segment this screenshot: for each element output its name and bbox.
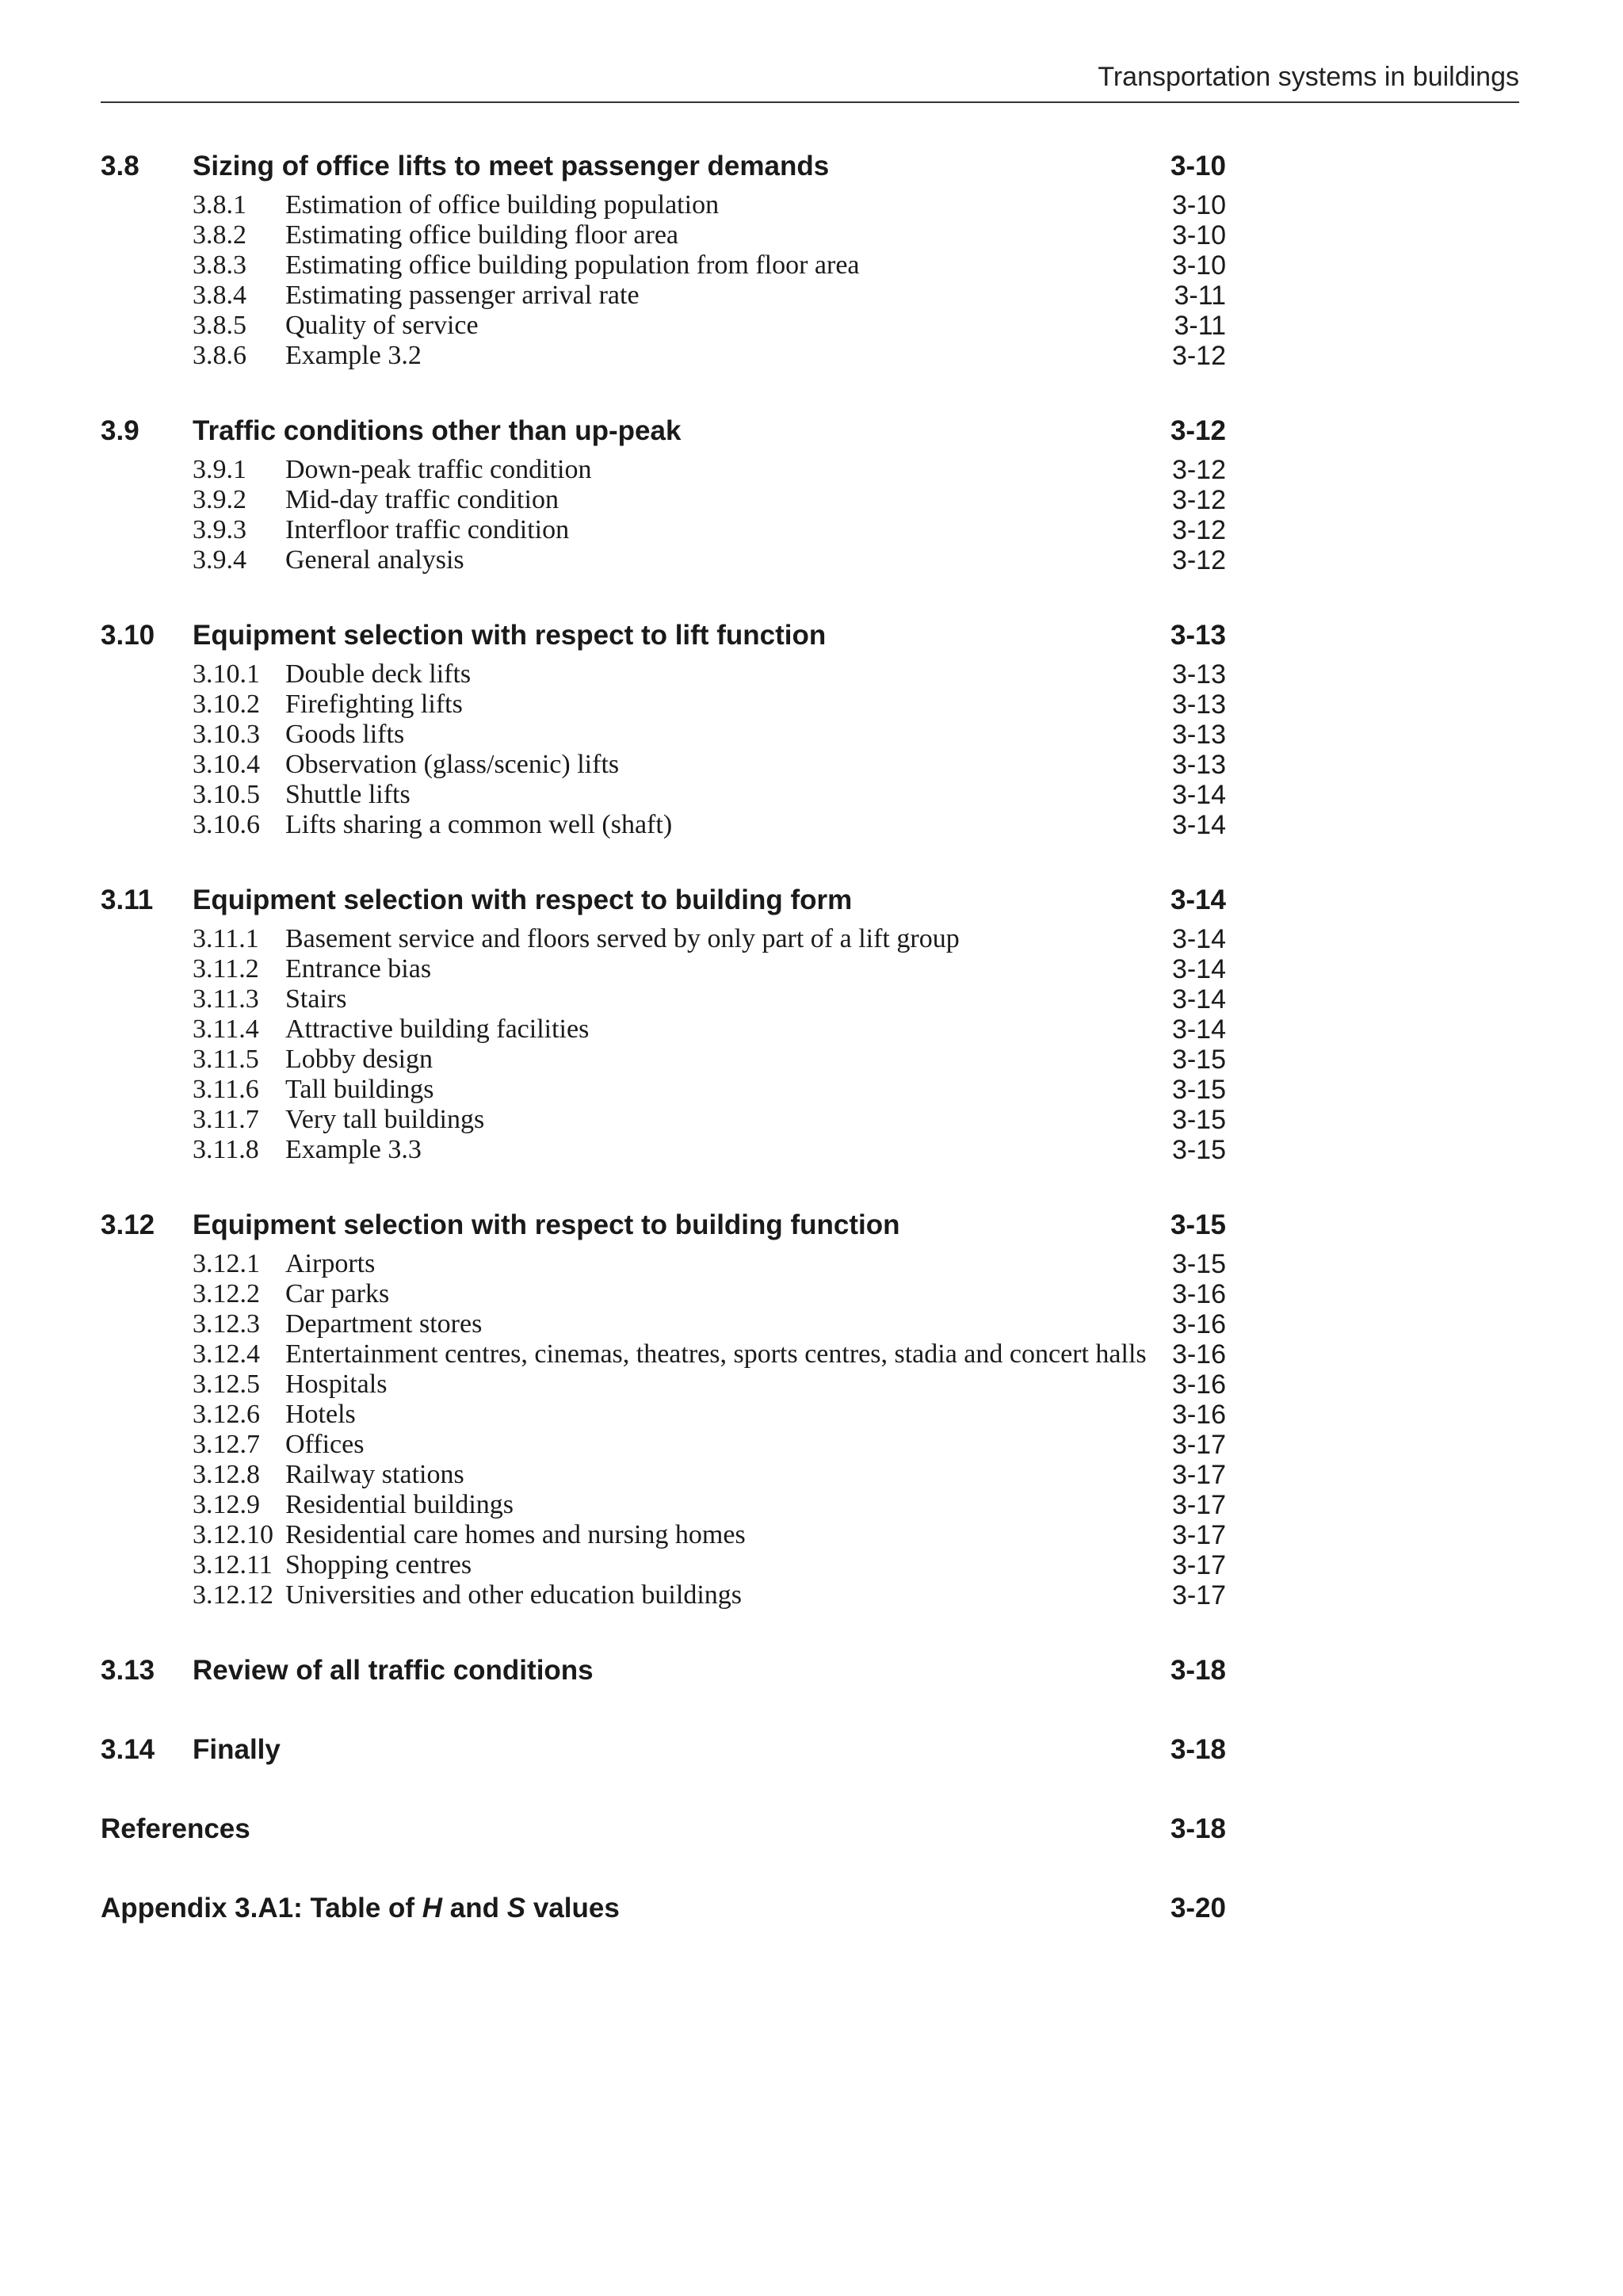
toc-subsection-number: 3.10.4 (193, 750, 260, 779)
toc-subsection-number: 3.10.6 (193, 810, 260, 839)
toc-subsection-row[interactable] (101, 1135, 1226, 1165)
toc-section-heading[interactable] (101, 881, 1226, 919)
toc-subsection-page: 3-14 (1171, 924, 1226, 954)
toc-subsection-number: 3.11.7 (193, 1105, 259, 1134)
toc-section-page: 3-13 (1170, 620, 1226, 651)
toc-subsection-page: 3-15 (1171, 1045, 1226, 1075)
toc-subsection-title: Lobby design (285, 1045, 433, 1074)
toc-section-page: 3-18 (1170, 1813, 1226, 1844)
toc-subsection-title: Estimating office building floor area (285, 220, 679, 250)
toc-subsection-number: 3.12.10 (193, 1520, 273, 1549)
toc-section-page: 3-10 (1170, 151, 1226, 181)
toc-subsection-title: Universities and other education buildings (285, 1580, 742, 1610)
toc-section (101, 1206, 1226, 1610)
toc-subsection-row[interactable] (101, 810, 1226, 840)
toc-subsection-number: 3.9.1 (193, 455, 246, 484)
toc-title-part: Appendix 3.A1: Table of (101, 1893, 422, 1924)
toc-subsection-page: 3-15 (1171, 1105, 1226, 1135)
toc-subsection-number: 3.10.5 (193, 780, 260, 809)
toc-subsection-page: 3-13 (1171, 690, 1226, 720)
toc-section-number: 3.12 (101, 1209, 155, 1240)
toc-section (101, 1731, 1226, 1769)
toc-subsection-row[interactable] (101, 720, 1226, 750)
running-header (101, 59, 1519, 103)
toc-title-part: and (442, 1893, 507, 1924)
toc-section-title: Equipment selection with respect to building form (193, 884, 853, 915)
toc-subsection-page: 3-16 (1171, 1370, 1226, 1400)
toc-subsection-number: 3.10.1 (193, 659, 260, 689)
toc-subsection-row[interactable] (101, 455, 1226, 485)
toc-subsection-page: 3-10 (1171, 190, 1226, 220)
toc-subsection-title: Estimating passenger arrival rate (285, 281, 640, 310)
toc-subsection-row[interactable] (101, 1580, 1226, 1610)
toc-subsection-title: Very tall buildings (285, 1105, 485, 1134)
toc-subsection-row[interactable] (101, 1279, 1226, 1309)
toc-subsection-title: Railway stations (285, 1460, 464, 1489)
toc-subsection-row[interactable] (101, 924, 1226, 954)
toc-subsection-number: 3.12.9 (193, 1490, 260, 1519)
toc-subsection-title: Example 3.2 (285, 341, 422, 370)
toc-subsection-title: Tall buildings (285, 1075, 434, 1104)
toc-subsection-page: 3-11 (1174, 281, 1226, 311)
table-of-contents (101, 147, 1226, 1969)
toc-section-title: References (101, 1813, 250, 1844)
toc-subsection-list (101, 455, 1226, 575)
toc-subsection-number: 3.12.4 (193, 1339, 260, 1369)
toc-subsection-number: 3.12.7 (193, 1430, 260, 1459)
toc-subsection-title: Attractive building facilities (285, 1014, 590, 1044)
toc-subsection-row[interactable] (101, 1430, 1226, 1460)
toc-section-page: 3-14 (1170, 884, 1226, 915)
toc-section-number: 3.10 (101, 620, 155, 651)
toc-section-page: 3-18 (1170, 1655, 1226, 1686)
toc-subsection-number: 3.11.2 (193, 954, 259, 984)
toc-subsection-row[interactable] (101, 659, 1226, 690)
toc-section-page: 3-18 (1170, 1734, 1226, 1765)
toc-subsection-page: 3-13 (1171, 659, 1226, 690)
toc-section-title: Equipment selection with respect to lift function (193, 620, 827, 651)
toc-subsection-row[interactable] (101, 1249, 1226, 1279)
toc-subsection-row[interactable] (101, 1339, 1226, 1370)
toc-subsection-page: 3-17 (1171, 1520, 1226, 1550)
toc-subsection-title: Firefighting lifts (285, 690, 463, 719)
toc-subsection-page: 3-14 (1171, 984, 1226, 1014)
toc-section (101, 1889, 1226, 1927)
toc-subsection-title: Mid-day traffic condition (285, 485, 559, 514)
toc-subsection-number: 3.12.2 (193, 1279, 260, 1308)
toc-subsection-page: 3-12 (1171, 515, 1226, 545)
toc-subsection-title: Double deck lifts (285, 659, 472, 689)
toc-subsection-title: Stairs (285, 984, 347, 1014)
toc-subsection-page: 3-17 (1171, 1430, 1226, 1460)
toc-subsection-page: 3-16 (1171, 1279, 1226, 1309)
toc-subsection-title: General analysis (285, 545, 464, 575)
toc-section-page: 3-12 (1170, 415, 1226, 446)
toc-subsection-title: Estimation of office building population (285, 190, 720, 220)
toc-section-page: 3-20 (1170, 1893, 1226, 1924)
toc-subsection-row[interactable] (101, 750, 1226, 780)
toc-subsection-list (101, 659, 1226, 840)
toc-subsection-number: 3.12.12 (193, 1580, 273, 1610)
toc-subsection-page: 3-13 (1171, 720, 1226, 750)
toc-subsection-page: 3-11 (1174, 311, 1226, 341)
toc-section (101, 617, 1226, 840)
toc-title-part: H (422, 1893, 443, 1924)
toc-subsection-number: 3.8.1 (193, 190, 246, 220)
toc-subsection-row[interactable] (101, 341, 1226, 371)
toc-subsection-list (101, 190, 1226, 371)
toc-subsection-number: 3.9.4 (193, 545, 246, 575)
toc-subsection-title: Goods lifts (285, 720, 405, 749)
toc-subsection-page: 3-17 (1171, 1460, 1226, 1490)
toc-section-number: 3.14 (101, 1734, 155, 1765)
toc-subsection-row[interactable] (101, 1075, 1226, 1105)
toc-subsection-title: Interfloor traffic condition (285, 515, 570, 544)
toc-section-title: Sizing of office lifts to meet passenger demands (193, 151, 830, 181)
toc-section-heading[interactable] (101, 412, 1226, 450)
toc-subsection-number: 3.12.8 (193, 1460, 260, 1489)
toc-subsection-page: 3-16 (1171, 1309, 1226, 1339)
toc-subsection-row[interactable] (101, 485, 1226, 515)
toc-subsection-row[interactable] (101, 1105, 1226, 1135)
toc-subsection-number: 3.8.2 (193, 220, 246, 250)
toc-subsection-row[interactable] (101, 1520, 1226, 1550)
toc-subsection-number: 3.8.4 (193, 281, 246, 310)
toc-subsection-row[interactable] (101, 1370, 1226, 1400)
toc-subsection-number: 3.8.6 (193, 341, 246, 370)
toc-subsection-number: 3.12.5 (193, 1370, 260, 1399)
toc-subsection-title: Basement service and floors served by only part of a lift group (285, 924, 960, 953)
toc-title-part: values (525, 1893, 620, 1924)
toc-section (101, 147, 1226, 371)
toc-section-heading[interactable] (101, 1652, 1226, 1690)
toc-subsection-number: 3.11.8 (193, 1135, 259, 1164)
toc-subsection-number: 3.10.3 (193, 720, 260, 749)
toc-section (101, 881, 1226, 1165)
toc-subsection-number: 3.10.2 (193, 690, 260, 719)
toc-section-title: Review of all traffic conditions (193, 1655, 594, 1686)
toc-subsection-title: Offices (285, 1430, 365, 1459)
toc-subsection-title: Entertainment centres, cinemas, theatres, sports centres, stadia and concert halls (285, 1339, 1147, 1369)
toc-subsection-page: 3-15 (1171, 1135, 1226, 1165)
toc-subsection-page: 3-10 (1171, 220, 1226, 250)
toc-subsection-page: 3-17 (1171, 1580, 1226, 1610)
toc-subsection-row[interactable] (101, 780, 1226, 810)
toc-subsection-row[interactable] (101, 281, 1226, 311)
toc-subsection-list (101, 1249, 1226, 1610)
toc-subsection-row[interactable] (101, 1400, 1226, 1430)
toc-subsection-page: 3-17 (1171, 1490, 1226, 1520)
toc-section-heading[interactable] (101, 1731, 1226, 1769)
toc-section (101, 1652, 1226, 1690)
toc-subsection-page: 3-10 (1171, 250, 1226, 281)
toc-subsection-row[interactable] (101, 515, 1226, 545)
toc-subsection-page: 3-14 (1171, 954, 1226, 984)
toc-subsection-list (101, 924, 1226, 1165)
toc-subsection-number: 3.11.6 (193, 1075, 259, 1104)
toc-section (101, 1810, 1226, 1848)
toc-subsection-row[interactable] (101, 954, 1226, 984)
toc-subsection-row[interactable] (101, 545, 1226, 575)
toc-subsection-title: Quality of service (285, 311, 479, 340)
toc-section-heading[interactable] (101, 147, 1226, 185)
toc-subsection-row[interactable] (101, 220, 1226, 250)
toc-subsection-title: Lifts sharing a common well (shaft) (285, 810, 673, 839)
toc-subsection-page: 3-13 (1171, 750, 1226, 780)
toc-subsection-title: Observation (glass/scenic) lifts (285, 750, 620, 779)
toc-subsection-row[interactable] (101, 690, 1226, 720)
toc-subsection-row[interactable] (101, 1460, 1226, 1490)
toc-subsection-number: 3.12.1 (193, 1249, 260, 1278)
toc-subsection-title: Shuttle lifts (285, 780, 411, 809)
toc-subsection-number: 3.11.5 (193, 1045, 259, 1074)
toc-subsection-row[interactable] (101, 1309, 1226, 1339)
running-header-title: Transportation systems in buildings (1098, 62, 1519, 92)
toc-subsection-page: 3-12 (1171, 485, 1226, 515)
toc-subsection-page: 3-14 (1171, 810, 1226, 840)
toc-subsection-number: 3.12.11 (193, 1550, 273, 1580)
toc-subsection-title: Entrance bias (285, 954, 432, 984)
toc-subsection-page: 3-12 (1171, 341, 1226, 371)
toc-section-number: 3.8 (101, 151, 139, 181)
toc-section-number: 3.11 (101, 884, 154, 915)
toc-subsection-page: 3-12 (1171, 455, 1226, 485)
toc-title-part: S (506, 1893, 526, 1924)
toc-subsection-row[interactable] (101, 1045, 1226, 1075)
toc-section-title: Traffic conditions other than up-peak (193, 415, 682, 446)
toc-subsection-title: Estimating office building population from floor area (285, 250, 860, 280)
toc-subsection-row[interactable] (101, 250, 1226, 281)
toc-subsection-row[interactable] (101, 1014, 1226, 1045)
toc-subsection-number: 3.9.3 (193, 515, 246, 544)
toc-subsection-title: Hotels (285, 1400, 356, 1429)
toc-subsection-row[interactable] (101, 984, 1226, 1014)
toc-section-title (101, 1889, 620, 1927)
toc-subsection-number: 3.12.3 (193, 1309, 260, 1339)
toc-subsection-row[interactable] (101, 311, 1226, 341)
toc-subsection-title: Residential buildings (285, 1490, 514, 1519)
toc-subsection-page: 3-16 (1171, 1339, 1226, 1370)
toc-subsection-number: 3.9.2 (193, 485, 246, 514)
toc-section-title: Finally (193, 1734, 281, 1765)
toc-subsection-page: 3-16 (1171, 1400, 1226, 1430)
toc-subsection-number: 3.8.3 (193, 250, 246, 280)
toc-section-heading[interactable] (101, 617, 1226, 655)
toc-subsection-row[interactable] (101, 1490, 1226, 1520)
toc-subsection-number: 3.12.6 (193, 1400, 260, 1429)
toc-subsection-page: 3-14 (1171, 1014, 1226, 1045)
toc-section-heading[interactable] (101, 1206, 1226, 1244)
toc-subsection-page: 3-14 (1171, 780, 1226, 810)
toc-subsection-number: 3.11.3 (193, 984, 259, 1014)
toc-subsection-number: 3.8.5 (193, 311, 246, 340)
toc-subsection-title: Airports (285, 1249, 376, 1278)
toc-subsection-title: Shopping centres (285, 1550, 472, 1580)
toc-subsection-number: 3.11.4 (193, 1014, 259, 1044)
toc-subsection-title: Department stores (285, 1309, 483, 1339)
toc-subsection-number: 3.11.1 (193, 924, 259, 953)
toc-section-page: 3-15 (1170, 1209, 1226, 1240)
toc-subsection-title: Example 3.3 (285, 1135, 422, 1164)
toc-subsection-page: 3-15 (1171, 1075, 1226, 1105)
toc-section-heading[interactable] (101, 1810, 1226, 1848)
toc-section-heading[interactable] (101, 1889, 1226, 1927)
toc-subsection-title: Down-peak traffic condition (285, 455, 592, 484)
toc-section (101, 412, 1226, 575)
toc-subsection-page: 3-12 (1171, 545, 1226, 575)
toc-subsection-title: Car parks (285, 1279, 390, 1308)
toc-section-number: 3.13 (101, 1655, 155, 1686)
toc-subsection-row[interactable] (101, 1550, 1226, 1580)
toc-subsection-title: Residential care homes and nursing homes (285, 1520, 746, 1549)
toc-subsection-page: 3-15 (1171, 1249, 1226, 1279)
toc-section-title: Equipment selection with respect to building function (193, 1209, 900, 1240)
toc-section-number: 3.9 (101, 415, 139, 446)
toc-subsection-title: Hospitals (285, 1370, 388, 1399)
toc-subsection-page: 3-17 (1171, 1550, 1226, 1580)
toc-subsection-row[interactable] (101, 190, 1226, 220)
